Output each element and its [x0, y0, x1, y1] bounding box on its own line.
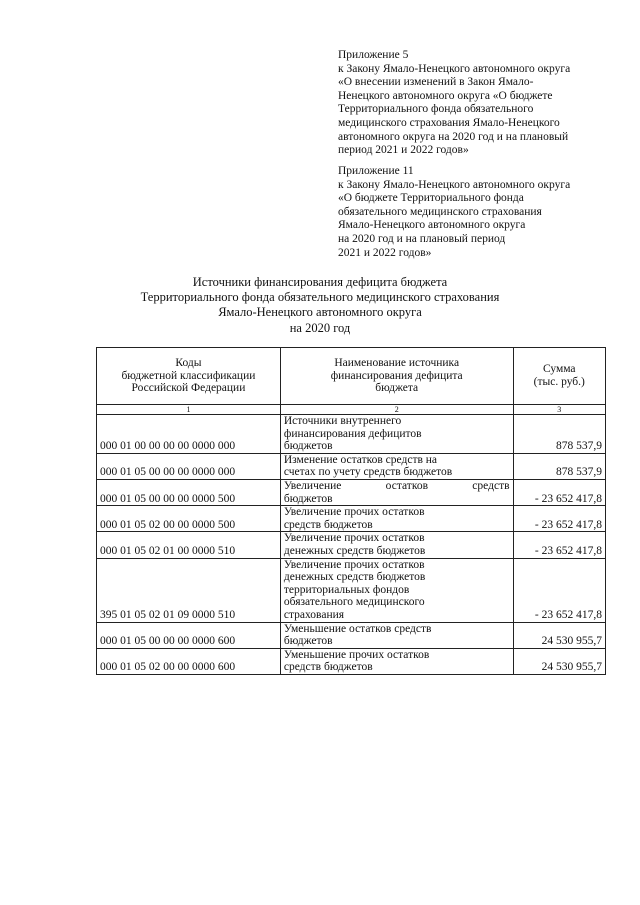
row-code: 000 01 05 02 01 00 0000 510 [97, 532, 281, 558]
header-line: Наименование источника [334, 357, 460, 370]
header-sum [513, 348, 605, 405]
column-number-row [97, 405, 606, 415]
header-line: (тыс. руб.) [533, 376, 585, 388]
table-row [97, 415, 606, 454]
header-line: финансирования дефицита [330, 369, 463, 382]
row-name-line: территориальных фондов [283, 583, 410, 596]
title-line: Ямало-Ненецкого автономного округа [218, 305, 422, 320]
row-name-line: денежных средств бюджетов [283, 571, 426, 584]
appendix-5-line: автономного округа на 2020 год и на плановый [338, 130, 569, 143]
row-name [280, 622, 513, 648]
row-name [280, 558, 513, 622]
row-sum: 878 537,9 [513, 453, 605, 479]
appendix-5-line: к Закону Ямало-Ненецкого автономного округа [338, 62, 571, 75]
appendix-11-line: на 2020 год и на плановый период [338, 232, 506, 245]
header-line: бюджетной классификации [121, 369, 256, 382]
appendix-11-line: обязательного медицинского страхования [338, 205, 542, 218]
table-row [97, 532, 606, 558]
header-line: Сумма [542, 363, 576, 376]
row-code: 000 01 05 02 00 00 0000 500 [97, 506, 281, 532]
column-number: 2 [280, 405, 513, 415]
row-sum: - 23 652 417,8 [513, 532, 605, 558]
row-sum: 24 530 955,7 [513, 622, 605, 648]
header-codes [97, 348, 281, 405]
column-number: 3 [513, 405, 605, 415]
financing-sources-table [96, 347, 606, 675]
header-line: Российской Федерации [131, 382, 246, 395]
row-name-line: бюджетов [283, 492, 333, 505]
appendix-11-line: Приложение 11 [338, 165, 414, 177]
row-name-line: Изменение остатков средств на [283, 453, 438, 466]
row-name-line: средств бюджетов [283, 661, 373, 674]
row-code: 000 01 00 00 00 00 0000 000 [97, 415, 281, 454]
title-line: на 2020 год [289, 320, 351, 335]
row-code: 000 01 05 02 00 00 0000 600 [97, 648, 281, 674]
row-name-line: счетах по учету средств бюджетов [283, 466, 453, 479]
table-row [97, 558, 606, 622]
row-name [280, 415, 513, 454]
appendix-5-line: «О внесении изменений в Закон Ямало- [338, 76, 534, 89]
row-name-line: денежных средств бюджетов [283, 544, 426, 557]
appendix-5-block [338, 49, 628, 158]
row-name-line: средств бюджетов [283, 518, 373, 531]
row-name [280, 453, 513, 479]
row-name [280, 479, 513, 505]
table-header-row [97, 348, 606, 405]
appendix-5-line: Ненецкого автономного округа «О бюджете [338, 89, 553, 102]
table-row [97, 506, 606, 532]
table-row [97, 453, 606, 479]
appendix-11-line: 2021 и 2022 годов» [338, 246, 432, 259]
appendix-5-line: период 2021 и 2022 годов» [338, 144, 469, 157]
row-name-line: Увеличение прочих остатков [283, 532, 425, 545]
row-sum: 878 537,9 [513, 415, 605, 454]
row-code: 395 01 05 02 01 09 0000 510 [97, 558, 281, 622]
row-name [280, 506, 513, 532]
table-row [97, 622, 606, 648]
header-name [280, 348, 513, 405]
row-sum: - 23 652 417,8 [513, 506, 605, 532]
title-line: Источники финансирования дефицита бюджета [192, 275, 448, 289]
row-name [280, 532, 513, 558]
table-row [97, 648, 606, 674]
row-sum: - 23 652 417,8 [513, 558, 605, 622]
row-name-line: финансирования дефицитов [283, 427, 422, 440]
title-line: Территориального фонда обязательного медицинского страхования [140, 290, 500, 305]
row-sum: - 23 652 417,8 [513, 479, 605, 505]
appendix-5-line: Территориального фонда обязательного [338, 103, 534, 116]
row-name-line: Увеличение прочих остатков [283, 506, 425, 519]
row-name-line: Источники внутреннего [283, 415, 402, 427]
table-row [97, 479, 606, 505]
document-title [0, 275, 640, 336]
appendix-11-line: Ямало-Ненецкого автономного округа [338, 219, 526, 232]
appendix-5-line: Приложение 5 [338, 49, 409, 61]
column-number: 1 [97, 405, 281, 415]
row-name-line: бюджетов [283, 635, 333, 648]
row-sum: 24 530 955,7 [513, 648, 605, 674]
header-line: бюджета [375, 382, 419, 395]
row-name-line: Уменьшение остатков средств [283, 622, 432, 635]
row-name [280, 648, 513, 674]
appendix-11-line: к Закону Ямало-Ненецкого автономного округа [338, 178, 571, 191]
row-code: 000 01 05 00 00 00 0000 500 [97, 479, 281, 505]
row-name-line: Уменьшение прочих остатков [283, 648, 430, 661]
appendix-11-line: «О бюджете Территориального фонда [338, 192, 524, 205]
row-name-line: Увеличение остатков средств [283, 479, 510, 492]
row-name-line: обязательного медицинского [283, 596, 425, 609]
row-name-line: страхования [283, 608, 345, 621]
row-code: 000 01 05 00 00 00 0000 000 [97, 453, 281, 479]
appendix-11-block [338, 165, 628, 260]
appendix-5-line: медицинского страхования Ямало-Ненецкого [338, 116, 560, 129]
header-line: Коды [175, 357, 202, 370]
row-name-line: Увеличение прочих остатков [283, 558, 425, 571]
row-name-line: бюджетов [283, 440, 333, 453]
row-code: 000 01 05 00 00 00 0000 600 [97, 622, 281, 648]
